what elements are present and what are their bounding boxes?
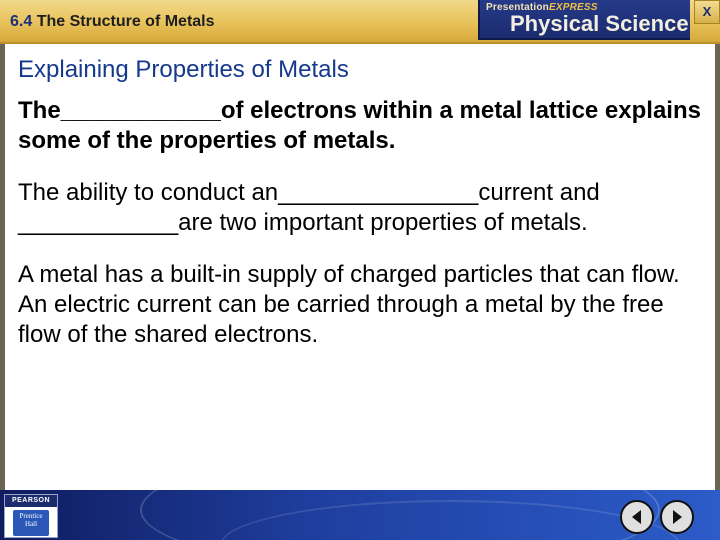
left-border [0, 44, 5, 490]
arrow-left-icon [629, 509, 645, 525]
chapter-number: 6.4 [10, 13, 33, 30]
header-bar [0, 0, 720, 44]
brand-prefix: Presentation [486, 2, 549, 13]
logo-line-1: Prentice [19, 512, 43, 520]
brand-express: EXPRESS [548, 2, 598, 13]
previous-slide-button[interactable] [620, 500, 654, 534]
slide-title: Explaining Properties of Metals [18, 56, 349, 83]
brand-name: Physical Science [510, 11, 689, 36]
paragraph-conduct: The ability to conduct an_______________current and ____________are two important properties of metals. [18, 179, 600, 236]
logo-emblem [13, 510, 49, 536]
next-slide-button[interactable] [660, 500, 694, 534]
paragraph-lattice: The____________of electrons within a metal lattice explains some of the properties of metals. [18, 97, 701, 154]
logo-line-2: Hall [24, 520, 38, 528]
paragraph-supply: A metal has a built-in supply of charged particles that can flow. An electric current can be carried through a metal by the free flow of the shared electrons. [18, 261, 680, 348]
chapter-title: The Structure of Metals [36, 13, 215, 30]
logo-wordmark: PEARSON [5, 495, 57, 507]
slide-content [18, 56, 708, 350]
brand-logo [478, 0, 690, 40]
close-button[interactable]: X [694, 0, 720, 24]
chapter-heading [10, 13, 215, 31]
arrow-right-icon [669, 509, 685, 525]
footer-bar [0, 490, 720, 540]
pearson-logo [4, 494, 58, 538]
right-border [715, 44, 720, 490]
